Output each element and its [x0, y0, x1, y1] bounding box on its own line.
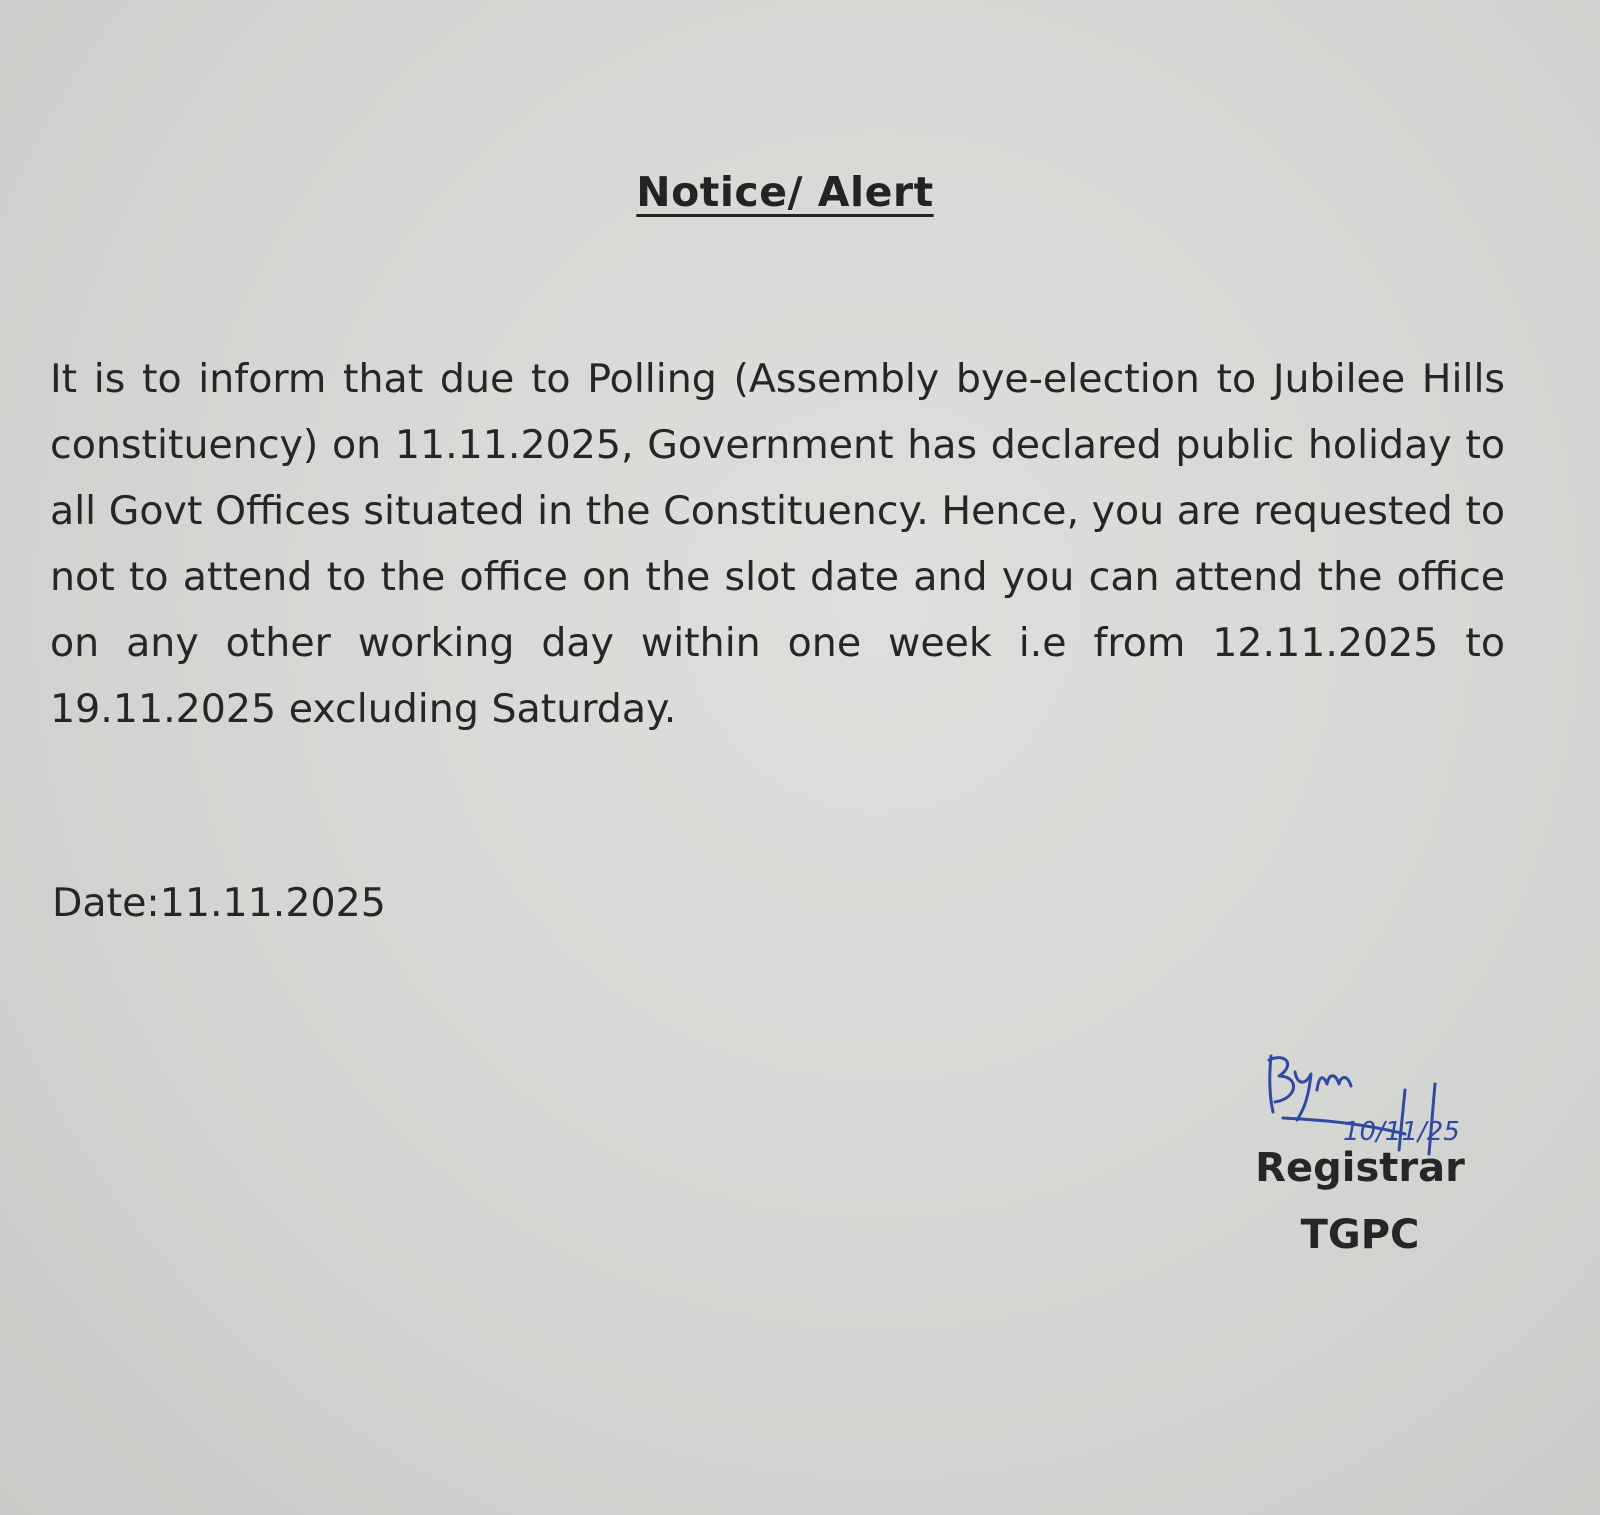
notice-title-text: Notice/ Alert [636, 168, 934, 216]
handwritten-signature [1265, 1050, 1515, 1160]
notice-title [0, 168, 1570, 216]
signature-date: 10/11/25 [1343, 1117, 1460, 1147]
notice-date: Date:11.11.2025 [52, 880, 386, 926]
signatory-organization: TGPC [1300, 1212, 1420, 1258]
signatory-designation: Registrar [1255, 1145, 1465, 1191]
notice-body: It is to inform that due to Polling (Assembly bye-election to Jubilee Hills constituency) on 11.11.2025, Government has declared public holiday to all Govt Offices situated in the Constituency. Hence, you are requested to not to attend to the office on the slot date and you can attend the office on any other working day within one week i.e from 12.11.2025 to 19.11.2025 excluding Saturday. [50, 356, 1505, 732]
